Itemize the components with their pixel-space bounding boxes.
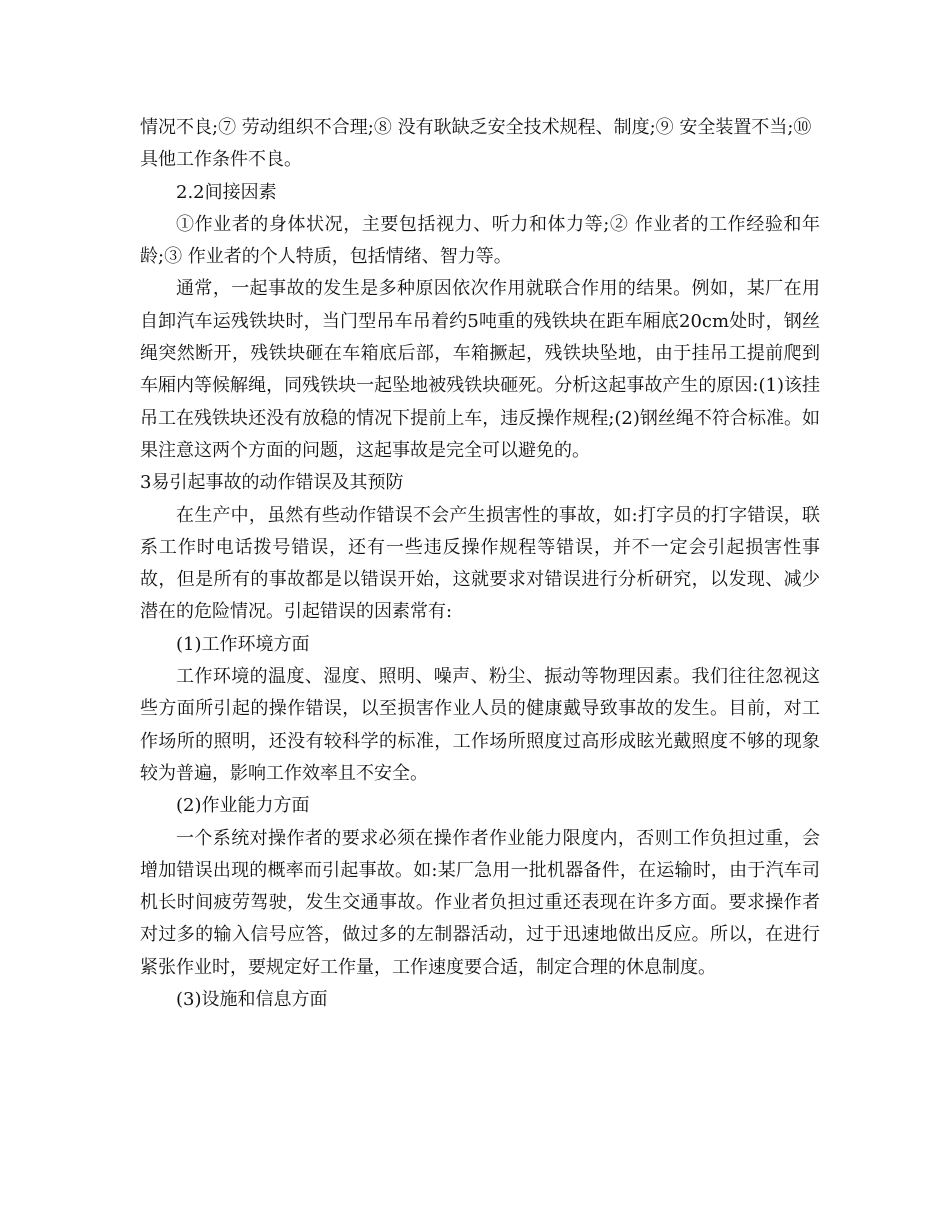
section-heading-indirect-factors: 2.2间接因素 xyxy=(176,181,277,203)
subheading-work-capacity: (2)作业能力方面 xyxy=(176,795,310,817)
paragraph-work-environment: 工作环境的温度、湿度、照明、噪声、粉尘、振动等物理因素。我们往往忽视这些方面所引起的操作错误，以至损害作业人员的健康戴导致事故的发生。目前，对工作场所的照明，还没有较科学的标准，工作场所照度过高形成眩光戴照度不够的现象较为普遍，影响工作效率且不安全。 xyxy=(140,666,820,784)
subheading-facilities-information: (3)设施和信息方面 xyxy=(176,989,328,1011)
paragraph-errors-intro: 在生产中，虽然有些动作错误不会产生损害性的事故，如:打字员的打字错误，联系工作时电话拨号错误，还有一些违反操作规程等错误，并不一定会引起损害性事故，但是所有的事故都是以错误开始，这就要求对错误进行分析研究，以发现、减少潜在的危险情况。引起错误的因素常有: xyxy=(140,504,820,623)
paragraph-work-capacity: 一个系统对操作者的要求必须在操作者作业能力限度内，否则工作负担过重，会增加错误出现的概率而引起事故。如:某厂急用一批机器备件，在运输时，由于汽车司机长时间疲劳驾驶，发生交通事故。作业者负担过重还表现在许多方面。要求操作者对过多的输入信号应答，做过多的左制器活动，过于迅速地做出反应。所以，在进行紧张作业时，要规定好工作量，工作速度要合适，制定合理的休息制度。 xyxy=(140,827,820,978)
paragraph-accident-example: 通常，一起事故的发生是多种原因依次作用就联合作用的结果。例如，某厂在用自卸汽车运残铁块时，当门型吊车吊着约5吨重的残铁块在距车厢底20cm处时，钢丝绳突然断开，残铁块砸在车箱底后部，车箱撅起，残铁块坠地，由于挂吊工提前爬到车厢内等候解绳，同残铁块一起坠地被残铁块砸死。分析这起事故产生的原因:(1)该挂吊工在残铁块还没有放稳的情况下提前上车，违反操作规程;(2)钢丝绳不符合标准。如果注意这两个方面的问题，这起事故是完全可以避免的。 xyxy=(140,278,820,461)
document-page xyxy=(140,112,820,1016)
section-heading-action-errors: 3易引起事故的动作错误及其预防 xyxy=(140,472,404,494)
subheading-work-environment: (1)工作环境方面 xyxy=(176,633,310,655)
continued-paragraph: 情况不良;⑦ 劳动组织不合理;⑧ 没有耿缺乏安全技术规程、制度;⑨ 安全装置不当;⑩ 具他工作条件不良。 xyxy=(140,117,812,171)
paragraph-indirect-factors: ①作业者的身体状况，主要包括视力、听力和体力等;② 作业者的工作经验和年龄;③ 作业者的个人特质，包括情绪、智力等。 xyxy=(140,213,820,268)
